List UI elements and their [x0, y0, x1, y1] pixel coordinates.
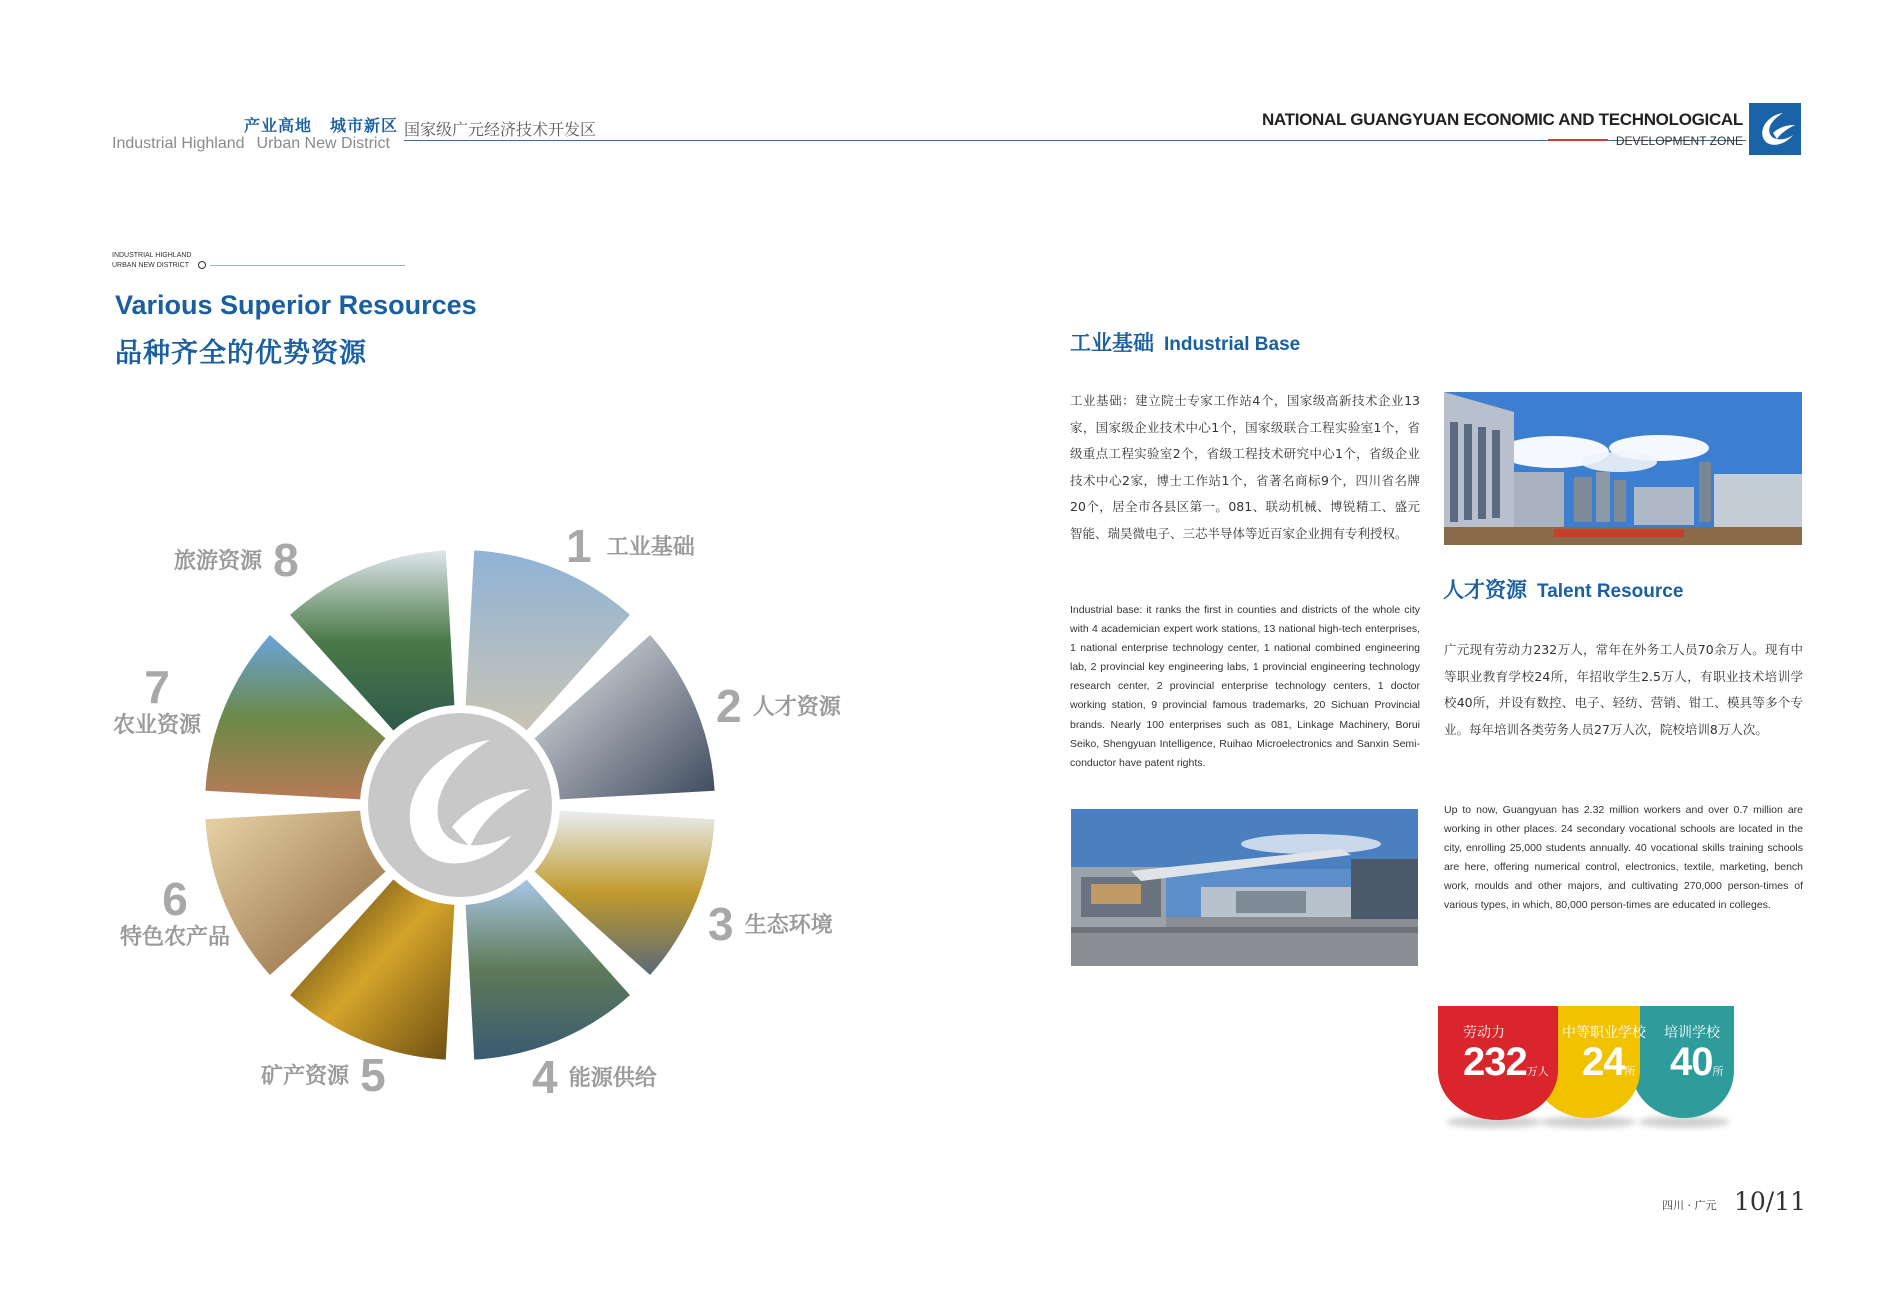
- factory-photo: [1071, 809, 1418, 966]
- stat-labor-value: 232: [1463, 1040, 1527, 1084]
- wheel-num-8: 8: [273, 534, 299, 586]
- wheel-label-4: 能源供给: [568, 1066, 657, 1091]
- stat-schools-unit: 所: [1712, 1065, 1724, 1078]
- section-title-zh: 品种齐全的优势资源: [115, 338, 367, 369]
- wheel-item-4: [532, 1051, 657, 1103]
- resources-wheel: [190, 535, 730, 1075]
- wheel-num-3: 3: [708, 898, 734, 950]
- header-red-accent: [1548, 139, 1608, 141]
- wheel-label-8: 旅游资源: [174, 549, 263, 574]
- stat-vocational-unit: 所: [1624, 1065, 1636, 1078]
- stat-schools-label: 培训学校: [1664, 1025, 1720, 1041]
- page-number: 10/11: [1734, 1187, 1807, 1216]
- slogan-zh-2: 城市新区: [330, 116, 399, 135]
- section-tag-line1: INDUSTRIAL HIGHLAND: [112, 252, 192, 259]
- section-tag-rule: [210, 265, 405, 266]
- stat-labor: [1463, 1022, 1549, 1085]
- footer-location: 四川 · 广元: [1662, 1199, 1717, 1212]
- header-subtitle-en: DEVELOPMENT ZONE: [1615, 134, 1743, 148]
- slogan-en-1: Industrial Highland: [112, 135, 245, 152]
- stat-vocational-label: 中等职业学校: [1562, 1025, 1646, 1041]
- stat-vocational: [1562, 1022, 1646, 1085]
- swoosh-logo-icon: [1749, 103, 1801, 155]
- wheel-num-1: 1: [566, 520, 592, 572]
- campus-photo: [1444, 392, 1802, 545]
- talent-title-en: Talent Resource: [1537, 581, 1684, 602]
- header-title-en: NATIONAL GUANGYUAN ECONOMIC AND TECHNOLOGICAL: [1261, 110, 1743, 129]
- stat-vocational-value: 24: [1582, 1040, 1625, 1084]
- slogan-zh-1: 产业高地: [244, 116, 313, 135]
- talent-heading: [1443, 574, 1683, 604]
- wheel-num-5: 5: [360, 1049, 386, 1101]
- header-slogan-zh: [244, 113, 398, 136]
- wheel-label-2: 人才资源: [752, 695, 841, 720]
- wheel-item-8: [174, 534, 299, 586]
- wheel-label-7: 农业资源: [112, 713, 201, 738]
- industrial-body-zh: 工业基础：建立院士专家工作站4个，国家级高新技术企业13家，国家级企业技术中心1个，国家级联合工程实验室1个，省级重点工程实验室2个，省级工程技术研究中心1个，省级企业技术中心2家，博士工作站1个，省著名商标9个，四川省名牌20个，居全市各县区第一。081、联动机械、博锐精工、盛元智能、瑞昊微电子、三芯半导体等近百家企业拥有专利授权。: [1070, 393, 1420, 541]
- wheel-num-4: 4: [532, 1051, 558, 1103]
- wheel-item-7: [109, 661, 205, 739]
- header-slogan-en: [112, 135, 390, 153]
- slogan-en-2: Urban New District: [256, 135, 390, 152]
- wheel-item-2: [716, 680, 841, 732]
- stat-labor-label: 劳动力: [1463, 1025, 1505, 1041]
- wheel-num-6: 6: [162, 873, 188, 925]
- wheel-num-2: 2: [716, 680, 742, 732]
- talent-body-en: Up to now, Guangyuan has 2.32 million workers and over 0.7 million are working in other places. 24 secondary vocational schools are located in the city, enrolling 25,000 students annually. 40 vocational skills training schools are here, offering numerical control, electronics, textile, marketing, bench work, moulds and other majors, and cultivating 270,000 person-times of various types, in which, 80,000 person-times are educated in colleges.: [1444, 804, 1803, 912]
- section-tag-dot-icon: [198, 261, 206, 269]
- wheel-label-5: 矿产资源: [261, 1064, 350, 1089]
- wheel-item-6: [116, 873, 234, 951]
- industrial-title-en: Industrial Base: [1164, 334, 1301, 355]
- wheel-label-6: 特色农产品: [119, 925, 230, 950]
- wheel-label-3: 生态环境: [744, 913, 833, 938]
- talent-title-zh: 人才资源: [1443, 578, 1527, 602]
- header-zone-zh: 国家级广元经济技术开发区: [404, 120, 597, 139]
- section-tag-line2: URBAN NEW DISTRICT: [112, 262, 189, 269]
- section-tag: [112, 251, 191, 271]
- industrial-body-en: Industrial base: it ranks the first in counties and districts of the whole city with 4 academician expert work stations, 13 national high-tech enterprises, 1 national enterprise technology center, 1 national combined engineering lab, 2 provincial key engineering labs, 1 provincial engineering technology research center, 2 provincial enterprise technology centers, 1 doctor working station, 9 provincial famous trademarks, 20 Sichuan Provincial brands. Nearly 100 enterprises such as 081, Linkage Machinery, Borui Seiko, Shengyuan Intelligence, Ruihao Microelectronics and Sanxin Semi-conductor have patent rights.: [1070, 604, 1420, 769]
- wheel-item-3: [708, 898, 833, 950]
- industrial-heading: [1070, 327, 1300, 357]
- stat-schools-value: 40: [1670, 1040, 1713, 1084]
- section-title-en: Various Superior Resources: [115, 290, 477, 320]
- stat-labor-unit: 万人: [1526, 1065, 1549, 1078]
- stat-schools: [1664, 1022, 1724, 1085]
- talent-body-zh: 广元现有劳动力232万人，常年在外务工人员70余万人。现有中等职业教育学校24所，年招收学生2.5万人，有职业技术培训学校40所，并设有数控、电子、轻纺、营销、钳工、模具等多个专业。每年培训各类劳务人员27万人次，院校培训8万人次。: [1444, 642, 1803, 737]
- wheel-item-1: [566, 520, 695, 572]
- industrial-title-zh: 工业基础: [1070, 331, 1154, 355]
- wheel-num-7: 7: [144, 661, 170, 713]
- wheel-item-5: [261, 1049, 386, 1101]
- wheel-label-1: 工业基础: [606, 535, 695, 560]
- header-rule: [404, 140, 1746, 141]
